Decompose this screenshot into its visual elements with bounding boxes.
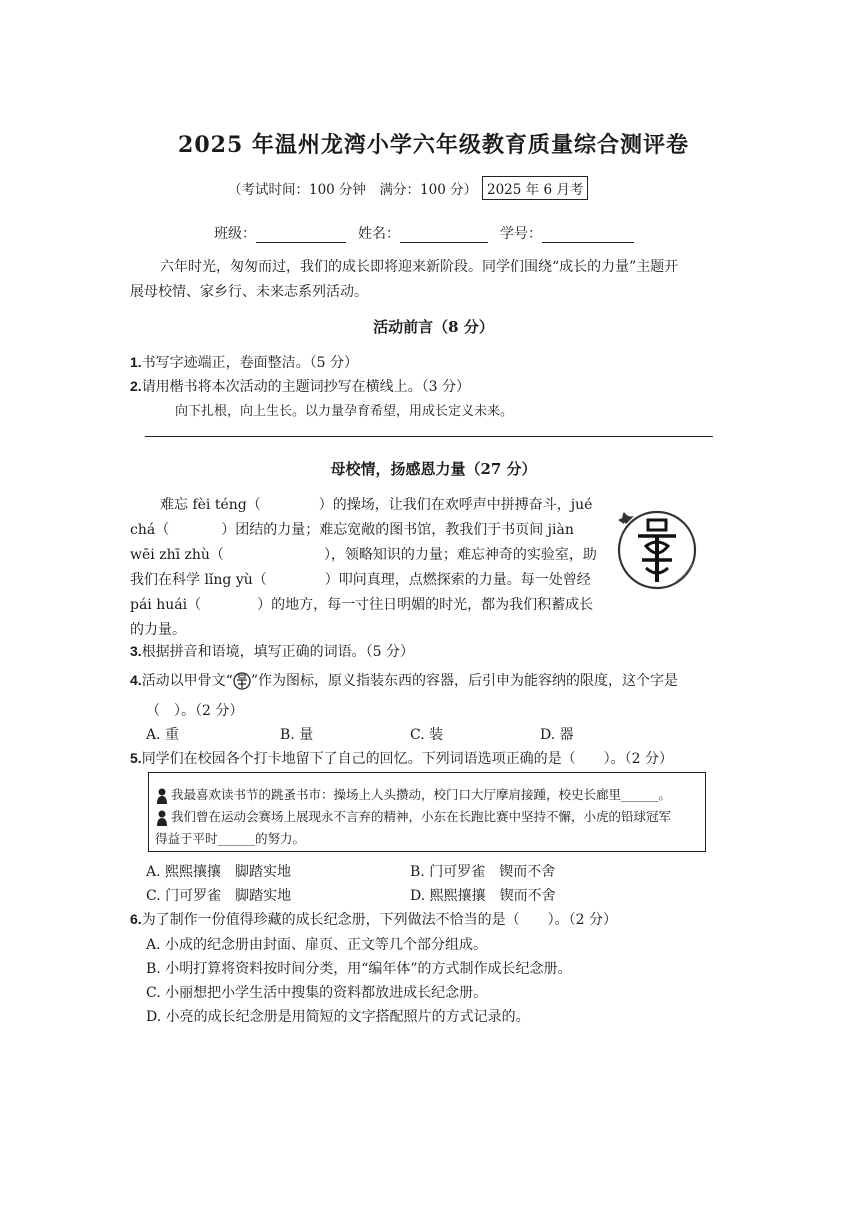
id-label: 学号： [500, 226, 542, 242]
q3-number: 3. [130, 643, 142, 659]
name-field[interactable] [358, 223, 488, 243]
passage-line: wēi zhī zhù（ ），领略知识的力量；难忘神奇的实验室，助 [130, 547, 597, 563]
q1-text: 书写字迹端正，卷面整洁。（5 分） [141, 355, 359, 371]
q4-answer-blank[interactable]: （ ）。（2 分） [146, 703, 244, 719]
class-label: 班级： [214, 226, 256, 242]
passage-line: 的力量。 [130, 622, 186, 638]
exam-info: （考试时间：100 分钟 满分：100 分） [228, 182, 478, 198]
q5-box-line-2: 我们曾在运动会赛场上展现永不言弃的精神，小东在长跑比赛中坚持不懈，小虎的铅球冠军 [155, 807, 671, 826]
question-5 [130, 748, 673, 768]
intro-line-1: 六年时光，匆匆而过，我们的成长即将迎来新阶段。同学们围绕“成长的力量”主题开 [160, 259, 679, 275]
motto-text: 向下扎根，向上生长。以力量孕育希望，用成长定义未来。 [175, 404, 514, 419]
q6-option-c[interactable]: C. 小丽想把小学生活中搜集的资料都放进成长纪念册。 [146, 985, 488, 1001]
q6-option-a[interactable]: A. 小成的纪念册由封面、扉页、正文等几个部分组成。 [146, 937, 488, 953]
page-title: 2025 年温州龙湾小学六年级教育质量综合测评卷 [178, 132, 689, 158]
q2-number: 2. [130, 378, 142, 394]
q5-option-a[interactable]: A. 熙熙攘攘 脚踏实地 [146, 864, 292, 880]
class-field[interactable] [214, 223, 346, 243]
q5-text: 同学们在校园各个打卡地留下了自己的回忆。下列词语选项正确的是（ ）。（2 分） [141, 751, 674, 767]
passage-line: chá（ ）团结的力量；难忘宽敞的图书馆，教我们于书页间 jiàn [130, 522, 574, 538]
id-field[interactable] [500, 223, 634, 243]
question-3 [130, 641, 414, 661]
q6-text: 为了制作一份值得珍藏的成长纪念册，下列做法不恰当的是（ ）。（2 分） [141, 912, 618, 928]
name-label: 姓名： [358, 226, 400, 242]
question-4: 4.活动以甲骨文“ ”作为图标，原义指装东西的容器，后引申为能容纳的限度，这个字是 [130, 672, 679, 689]
exam-date-badge: 2025 年 6 月考 [482, 176, 588, 200]
q3-text: 根据拼音和语境，填写正确的词语。（5 分） [141, 644, 415, 660]
intro-line-2: 展母校情、家乡行、未来志系列活动。 [130, 284, 368, 300]
q1-number: 1. [130, 354, 142, 370]
question-2 [130, 376, 470, 396]
q4-option-a[interactable]: A. 重 [146, 727, 180, 743]
q2-text: 请用楷书将本次活动的主题词抄写在横线上。（3 分） [141, 379, 471, 395]
oracle-bone-emblem-icon [606, 494, 708, 602]
q5-box-line-1: 我最喜欢读书节的跳蚤书市：操场上人头攒动，校门口大厅摩肩接踵，校史长廊里______。 [155, 785, 671, 804]
q4-option-b[interactable]: B. 量 [280, 727, 314, 743]
question-6 [130, 909, 617, 929]
q5-option-b[interactable]: B. 门可罗雀 锲而不舍 [410, 864, 556, 880]
q6-option-d[interactable]: D. 小亮的成长纪念册是用简短的文字搭配照片的方式记录的。 [146, 1009, 530, 1025]
q5-option-d[interactable]: D. 熙熙攘攘 锲而不舍 [410, 888, 556, 904]
passage-line: 我们在科学 lǐng yù（ ）叩问真理，点燃探索的力量。每一处曾经 [130, 572, 591, 588]
q6-number: 6. [130, 911, 142, 927]
q5-context-box [148, 772, 706, 852]
student-avatar-icon [155, 810, 169, 826]
q4-option-d[interactable]: D. 器 [540, 727, 574, 743]
q4-option-c[interactable]: C. 装 [410, 727, 444, 743]
question-1 [130, 352, 358, 372]
oracle-bone-small-icon [233, 671, 251, 691]
section-heading-preface: 活动前言（8 分） [373, 318, 494, 336]
q6-option-b[interactable]: B. 小明打算将资料按时间分类，用“编年体”的方式制作成长纪念册。 [146, 961, 572, 977]
passage-line: pái huái（ ）的地方，每一寸往日明媚的时光，都为我们积蓄成长 [130, 597, 594, 613]
q4-number: 4. [130, 672, 142, 688]
q5-number: 5. [130, 750, 142, 766]
answer-line[interactable] [145, 436, 713, 437]
q5-option-c[interactable]: C. 门可罗雀 脚踏实地 [146, 888, 292, 904]
q5-box-line-3: 得益于平时______的努力。 [155, 831, 306, 846]
section-heading-school: 母校情，扬感恩力量（27 分） [330, 460, 537, 478]
passage-line: 难忘 fèi téng（ ）的操场，让我们在欢呼声中拼搏奋斗，jué [160, 497, 593, 513]
student-avatar-icon [155, 788, 169, 804]
